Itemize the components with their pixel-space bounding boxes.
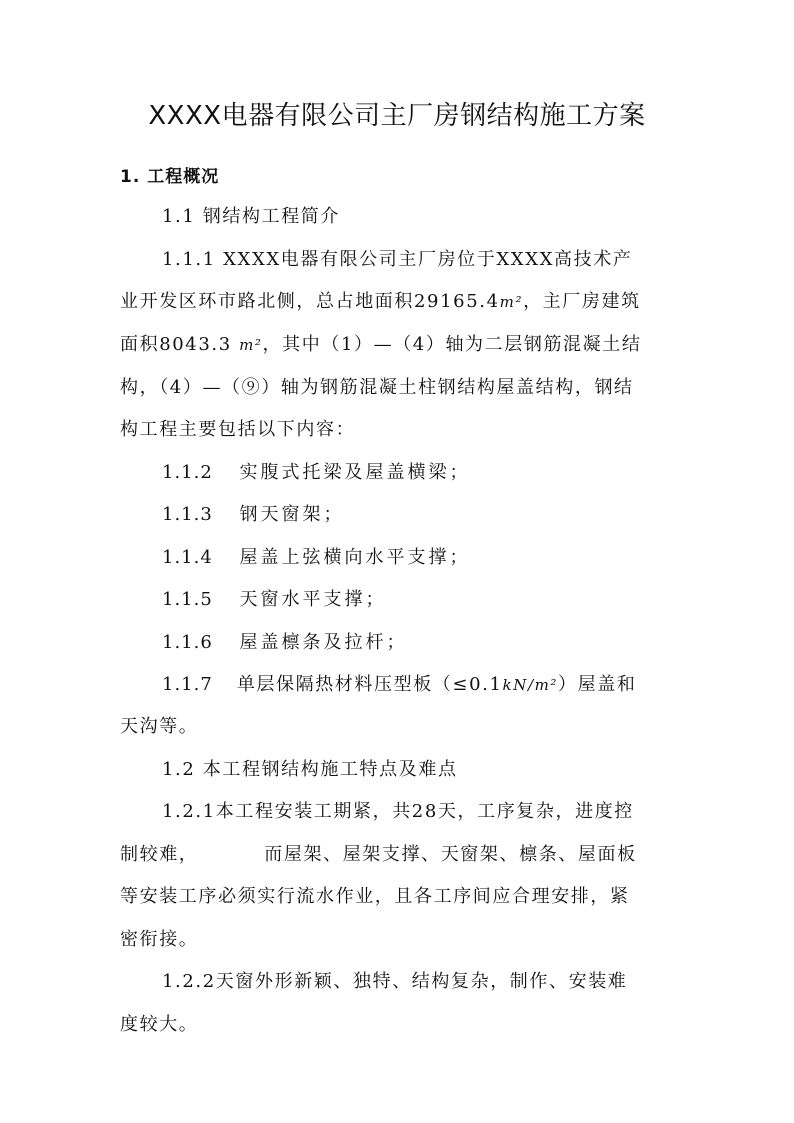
paragraph-1-1-1-line-2: [120, 290, 641, 314]
list-item-1-1-6: [162, 631, 408, 655]
list-item-text: 屋盖上弦横向水平支撑；: [239, 547, 471, 568]
text-run: ）屋盖和: [558, 674, 637, 695]
paragraph-1-1-1-line-4: 构，（4）—（⑨）轴为钢筋混凝土柱钢结构屋盖结构，钢结: [120, 377, 634, 398]
list-item-1-1-2: [162, 461, 471, 485]
paragraph-1-1-1-line-3: [120, 333, 641, 357]
list-item-text: 屋盖檩条及拉杆；: [239, 632, 408, 653]
paragraph-1-2-1-line-3: 等安装工序必须实行流水作业，且各工序间应合理安排，紧: [120, 886, 630, 907]
list-item-number: 1.1.4: [162, 547, 213, 568]
unit-m2: m²: [239, 336, 263, 354]
list-item-text: 实腹式托梁及屋盖横梁；: [239, 462, 471, 483]
document-title: XXXX电器有限公司主厂房钢结构施工方案: [148, 101, 646, 131]
paragraph-1-1-1-line-1: 1.1.1 XXXX电器有限公司主厂房位于XXXX高技术产: [162, 249, 633, 270]
list-item-1-1-3: [162, 503, 345, 527]
text-run: 单层保隔热材料压型板（≤0.1: [236, 674, 503, 695]
paragraph-1-2-1-line-1: 1.2.1本工程安装工期紧，共28天，工序复杂，进度控: [162, 801, 634, 822]
list-item-number: 1.1.7: [162, 674, 213, 695]
paragraph-1-2-1-line-2: 制较难， 而屋架、屋架支撑、天窗架、檩条、屋面板: [120, 844, 637, 865]
unit-kn-m2: kN/m²: [502, 676, 559, 694]
list-item-number: 1.1.2: [162, 462, 213, 483]
unit-m2: m²: [499, 293, 524, 311]
text-run: 业开发区环市路北侧，总占地面积29165.4: [120, 291, 500, 312]
list-item-number: 1.1.6: [162, 632, 213, 653]
text-run: ，主厂房建筑: [523, 291, 641, 312]
list-item-text: 天窗水平支撑；: [239, 589, 387, 610]
section-heading-1: 1. 工程概况: [120, 167, 220, 187]
list-item-number: 1.1.5: [162, 589, 213, 610]
paragraph-1-2-2-line-1: 1.2.2天窗外形新颖、独特、结构复杂，制作、安装难: [162, 971, 628, 992]
text-run: 面积8043.3: [120, 334, 240, 355]
list-item-1-1-4: [162, 546, 471, 570]
subsection-1-1: 1.1 钢结构工程简介: [162, 206, 340, 227]
paragraph-1-1-1-line-5: 构工程主要包括以下内容：: [120, 419, 356, 440]
list-item-text: 钢天窗架；: [239, 504, 345, 525]
text-run: ，其中（1）—（4）轴为二层钢筋混凝土结: [262, 334, 642, 355]
list-item-1-1-7-line-2: 天沟等。: [120, 716, 199, 737]
paragraph-1-2-2-line-2: 度较大。: [120, 1014, 199, 1035]
list-item-number: 1.1.3: [162, 504, 213, 525]
paragraph-1-2-1-line-4: 密衔接。: [120, 929, 199, 950]
subsection-1-2: 1.2 本工程钢结构施工特点及难点: [162, 759, 458, 780]
list-item-1-1-5: [162, 588, 387, 612]
list-item-1-1-7: [162, 673, 636, 697]
